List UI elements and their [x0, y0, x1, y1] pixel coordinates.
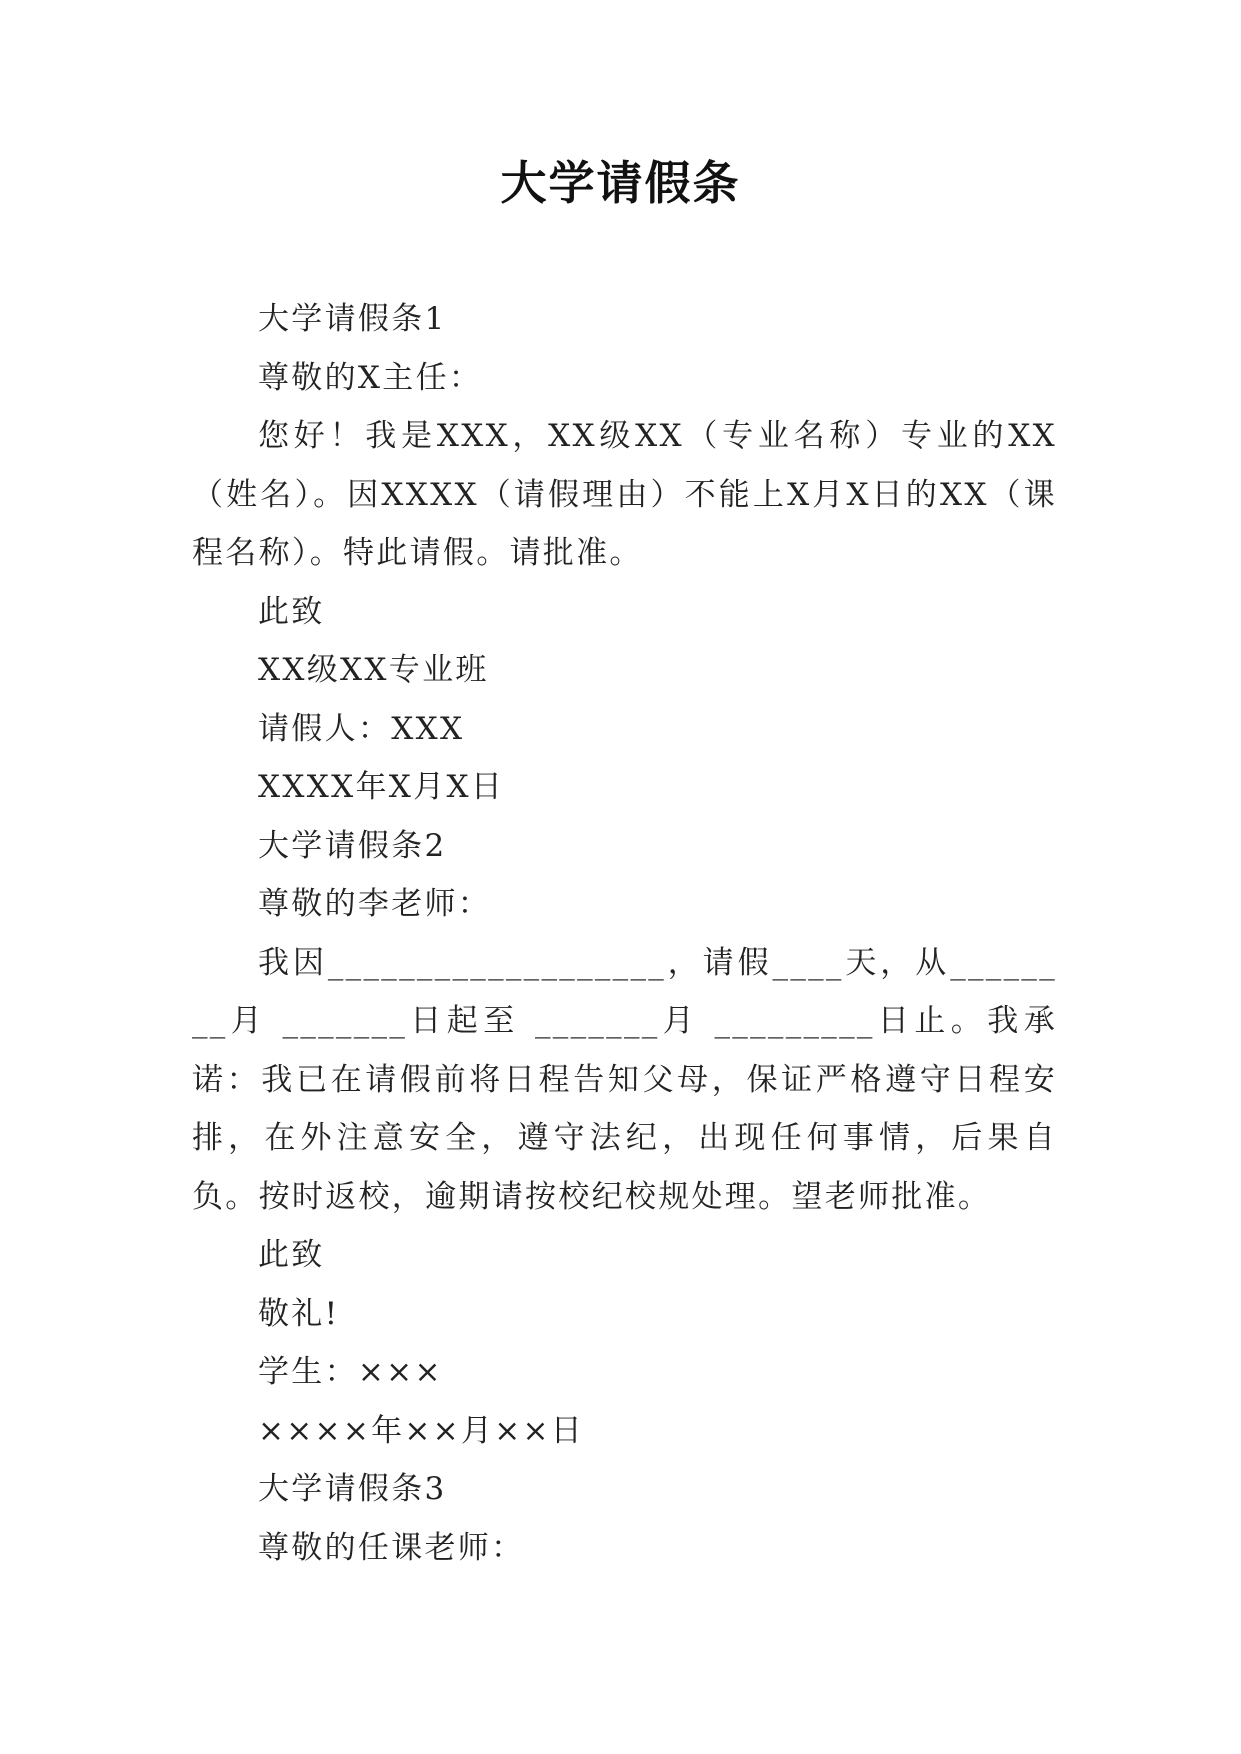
- document-body: [192, 290, 1057, 1577]
- applicant-line-1: 请假人：XXX: [258, 710, 465, 747]
- page-title: 大学请假条: [500, 156, 741, 210]
- student-line-2: 学生：×××: [258, 1354, 443, 1390]
- salutation-1: 尊敬的X主任：: [258, 359, 483, 396]
- class-line-1: XX级XX专业班: [258, 652, 489, 688]
- heading-leave-note-2: 大学请假条2: [258, 827, 447, 864]
- heading-leave-note-3: 大学请假条3: [258, 1471, 447, 1507]
- body-paragraph-2: 我因___________________，请假____天，从________月 _______日起至 _______月 _________日止。我承诺：我已在请假前将日程告知父母，保证严格遵守日程安排，在外注意安全，遵守法纪，出现任何事情，后果自负。按时返校，逾期请按校纪校规处理。望老师批准。: [192, 944, 1057, 1215]
- date-line-1: XXXX年X月X日: [258, 769, 505, 805]
- heading-leave-note-1: 大学请假条1: [258, 301, 447, 337]
- body-paragraph-1: 您好！我是XXX，XX级XX（专业名称）专业的XX（姓名）。因XXXX（请假理由）不能上X月X日的XX（课程名称）。特此请假。请批准。: [192, 418, 1057, 571]
- closing-1: 此致: [258, 593, 325, 630]
- salutation-2: 尊敬的李老师：: [258, 886, 492, 922]
- salutation-3: 尊敬的任课老师：: [258, 1529, 525, 1566]
- regards-2: 敬礼!: [258, 1295, 340, 1332]
- closing-2: 此致: [258, 1237, 325, 1273]
- date-line-2: ××××年××月××日: [258, 1412, 585, 1449]
